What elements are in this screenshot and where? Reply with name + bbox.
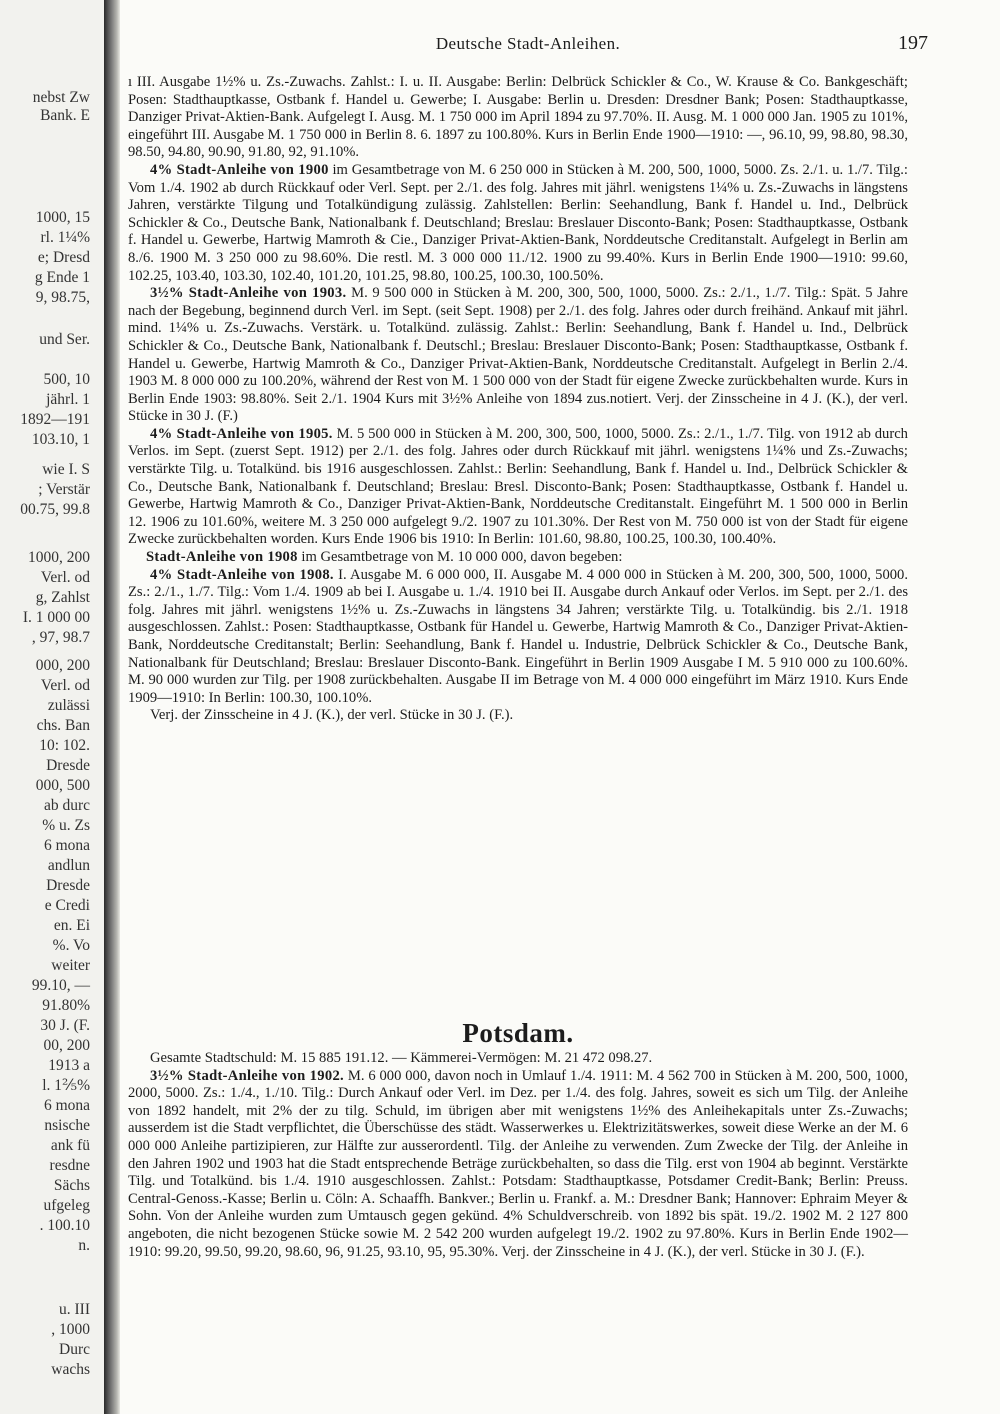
previous-page-fragment: nsische — [44, 1117, 90, 1134]
previous-page-fragment: n. — [78, 1237, 90, 1254]
page-header — [128, 34, 928, 58]
previous-page-fragment: % u. Zs — [42, 817, 90, 834]
running-title: Deutsche Stadt-Anleihen. — [435, 34, 621, 53]
previous-page-fragment: ; Verstär — [38, 481, 90, 498]
previous-page-fragment: I. 1 000 00 — [22, 609, 90, 626]
previous-page-fragment: en. Ei — [53, 917, 90, 934]
previous-page-fragment: Bank. E — [40, 107, 90, 124]
previous-page-fragment: Durc — [59, 1341, 90, 1358]
city-heading: Potsdam. — [462, 1018, 574, 1048]
previous-page-fragment: , 1000 — [51, 1321, 90, 1338]
bond-entries — [128, 74, 908, 725]
bond-heading: 4% Stadt-Anleihe von 1900 — [150, 161, 329, 178]
previous-page-fragment: u. III — [59, 1301, 90, 1318]
bond-entry-body: im Gesamtbetrage von M. 6 250 000 in Stücken à M. 200, 500, 1000, 5000. Zs. 2./1. u. 1./7. Tilg.: Vom 1./4. 1902 ab durch Rückkauf oder Verl. Sept. per 2./1. des folg. Jahres mit jährl. wenigstens 1¼% u. Zs.-Zuwachs in längstens Jahren, verstärkte Tilgung und Totalkündigung zulässig. Zahlstellen: Berlin: Seehandlung, Bank f. Handel u. Ind., Delbrück Schickler & Co., Deutsche Bank, Nationalbank f. Deutschland; Breslau: Breslauer Disconto-Bank; Posen: Stadthauptkasse, Ostbank f. Handel u. Gewerbe, Hartwig Mamroth & Cie., Danziger Privat-Aktien-Bank, Norddeutsche Creditanstalt. Aufgelegt in Berlin am 8./6. 1900 M. 3 250 000 zu 98.60%. Die restl. M. 3 000 000 11./12. 1900 zu 99.40%. Kurs in Berlin Ende 1900—1910: 99.60, 102.25, 103.40, 103.30, 102.40, 101.20, 101.25, 98.80, 100.25, 100.30, 100.50%. — [128, 161, 908, 284]
bond-entry — [128, 1068, 908, 1262]
previous-page-fragment: 1892—191 — [20, 411, 90, 428]
city-entries — [128, 1050, 908, 1261]
previous-page-fragment: 10: 102. — [39, 737, 90, 754]
bond-entry-body: Verj. der Zinsscheine in 4 J. (K.), der verl. Stücke in 30 J. (F.). — [150, 707, 514, 724]
bond-entry-body: ı III. Ausgabe 1½% u. Zs.-Zuwachs. Zahlst.: I. u. II. Ausgabe: Berlin: Delbrück Schickler & Co., W. Krause & Co. Bankgeschäft; Posen: Stadthauptkasse, Ostbank f. Handel u. Gewerbe; I. Ausgabe: Berlin u. Dresden: Dresdner Bank; Posen: Stadthauptkasse, Danziger Privat-Aktien-Bank. Aufgelegt I. Ausg. M. 1 750 000 im April 1894 zu 97.70%. II. Ausg. M. 1 000 000 Jan. 1905 zu 101%, eingeführt III. Ausgabe M. 1 750 000 in Berlin 8. 6. 1897 zu 100.80%. Kurs in Berlin Ende 1900—1910: —, 96.10, 99, 98.80, 98.30, 98.50, 94.80, 90.90, 91.80, 92, 91.10%. — [128, 74, 908, 161]
bond-heading: Stadt-Anleihe von 1908 — [146, 549, 298, 566]
bond-entry — [128, 285, 908, 426]
bond-entry — [128, 707, 908, 725]
book-gutter — [104, 0, 120, 1414]
previous-page-fragment: g, Zahlst — [35, 589, 90, 606]
previous-page-fragment: wie I. S — [42, 461, 90, 478]
previous-page-fragment: Verl. od — [40, 569, 90, 586]
bond-heading: 4% Stadt-Anleihe von 1905. — [150, 425, 333, 442]
previous-page-fragment: ank fü — [50, 1137, 90, 1154]
previous-page-fragment: Sächs — [53, 1177, 90, 1194]
previous-page-fragment: 103.10, 1 — [31, 431, 90, 448]
previous-page-fragment: e; Dresd — [37, 249, 90, 266]
previous-page-fragment: Dresde — [46, 877, 90, 894]
previous-page-fragment: 1913 a — [48, 1057, 90, 1074]
page-number: 197 — [898, 32, 928, 54]
previous-page-fragment: 9, 98.75, — [35, 289, 90, 306]
previous-page-fragment: l. 1⅖% — [42, 1077, 90, 1094]
previous-page-fragment: , 97, 98.7 — [31, 629, 90, 646]
previous-page-fragment: 6 mona — [43, 837, 90, 854]
previous-page-fragment: ab durc — [43, 797, 90, 814]
bond-entry-body: I. Ausgabe M. 6 000 000, II. Ausgabe M. 4 000 000 in Stücken à M. 200, 300, 500, 1000, 5000. Zs.: 2./1., 1./7. Tilg.: Vom 1./4. 1909 ab bei I. Ausgabe u. 1./4. 1910 bei II. Ausgabe durch Ankauf oder Verlos. im Sept. per 2./1. des folg. Jahres mit jährl. wenigstens 1½% u. Zs.-Zuwachs in längstens 34 Jahren; verstärkte Tilg. u. Totalkündig. bis 2./1. 1918 ausgeschlossen. Zahlst.: Posen: Stadthauptkasse, Ostbank für Handel u. Gewerbe, Hartwig Mamroth & Co., Danziger Privat-Aktien-Bank, Norddeutsche Creditanstalt; Berlin: Seehandlung, Bank f. Handel u. Industrie, Delbrück Schickler & Co., Deutsche Bank, Nationalbank für Deutschland; Breslau: Breslauer Disconto-Bank. Eingeführt in Berlin 1909 Ausgabe I M. 5 910 000 zu 100.60%. M. 90 000 wurden zur Tilg. per 1908 zurückbehalten. Ausgabe II im Betrage von M. 4 000 000 eingeführt im März 1910. Kurs Ende 1909—1910: In Berlin: 100.30, 100.10%. — [128, 566, 908, 706]
previous-page-fragment: weiter — [51, 957, 90, 974]
previous-page-fragment: Verl. od — [40, 677, 90, 694]
previous-page-fragment: 30 J. (F. — [40, 1017, 90, 1034]
previous-page-fragment: rl. 1¼% — [40, 229, 90, 246]
bond-entry — [128, 426, 908, 549]
previous-page-fragment: andlun — [47, 857, 90, 874]
previous-page-fragment: ufgeleg — [43, 1197, 90, 1214]
previous-page-fragment: und Ser. — [39, 331, 90, 348]
previous-page-fragment: Dresde — [46, 757, 90, 774]
page — [128, 0, 938, 1414]
previous-page-fragment: jährl. 1 — [46, 391, 90, 408]
bond-entry — [128, 567, 908, 708]
bond-heading: 3½% Stadt-Anleihe von 1903. — [150, 285, 347, 302]
previous-page-fragment: 1000, 200 — [28, 549, 90, 566]
previous-page-fragment: 000, 200 — [35, 657, 90, 674]
previous-page-fragment: wachs — [51, 1361, 90, 1378]
bond-entry — [128, 549, 908, 567]
previous-page-fragment: 6 mona — [43, 1097, 90, 1114]
bond-heading: 3½% Stadt-Anleihe von 1902. — [150, 1067, 344, 1084]
previous-page-fragment: chs. Ban — [36, 717, 90, 734]
previous-page-fragment: 00.75, 99.8 — [20, 501, 90, 518]
previous-page-fragment: 91.80% — [42, 997, 90, 1014]
previous-page-fragment: 1000, 15 — [35, 209, 90, 226]
previous-page-margin — [0, 0, 104, 1414]
previous-page-fragment: resdne — [49, 1157, 90, 1174]
bond-entry — [128, 74, 908, 162]
bond-entry — [128, 162, 908, 285]
previous-page-fragment: e Credi — [44, 897, 90, 914]
previous-page-fragment: %. Vo — [52, 937, 90, 954]
previous-page-fragment: 99.10, — — [31, 977, 90, 994]
bond-entry-body: M. 6 000 000, davon noch in Umlauf 1./4. 1911: M. 4 562 700 in Stücken à M. 200, 500, 1000, 2000, 5000. Zs.: 1./4., 1./10. Tilg.: Durch Ankauf oder Verl. im Dez. per 1./4. des folg. Jahres, soweit es sich um Tilg. der Anleihe von 1892 handelt, mit 2% der zu tilg. Schuld, im übrigen aber mit wenigstens 1½% des Anleihekapitals unter Zs.-Zuwachs; ausserdem ist die Stadt verpflichtet, die Überschüsse des städt. Wasserwerkes u. Elektrizitätswerkes, soweit diese Werke an der M. 6 000 000 Anleihe partizipieren, zur Hälfte zur ausserordentl. Tilg. der Anleihe zu verwenden. Zum Zwecke der Tilg. der Anleihe in den Jahren 1902 und 1903 hat die Stadt entsprechende Beträge zurückbehalten, so dass die Tilg. erst von 1904 ab beginnt. Verstärkte Tilg. und Totalkünd. bis 1./4. 1910 ausgeschlossen. Zahlst.: Potsdam: Stadthauptkasse, Potsdamer Credit-Bank; Berlin: Preuss. Central-Genoss.-Kasse; Berlin u. Cöln: A. Schaaffh. Bankver.; Berlin u. Frankf. a. M.: Dresdner Bank; Hannover: Ephraim Meyer & Sohn. Von der Anleihe wurden zum Umtausch gegen gekünd. 4% Schuldverschreib. von 1892 bis spät. 19./2. 1902 M. 2 127 800 angeboten, die nicht bezogenen Stücke sowie M. 2 542 200 wurden aufgelegt 19./2. 1902 zu 97.80%. Kurs in Berlin Ende 1902—1910: 99.20, 99.50, 99.20, 98.60, 96, 91.25, 93.10, 95, 95.30%. Verj. der Zinsscheine in 4 J. (K.), der verl. Stücke in 30 J. (F.). — [128, 1067, 908, 1260]
previous-page-fragment: 00, 200 — [43, 1037, 90, 1054]
city-summary: Gesamte Stadtschuld: M. 15 885 191.12. — Kämmerei-Vermögen: M. 21 472 098.27. — [150, 1050, 653, 1066]
bond-heading: 4% Stadt-Anleihe von 1908. — [150, 566, 334, 583]
previous-page-fragment: 000, 500 — [35, 777, 90, 794]
bond-entry-body: M. 5 500 000 in Stücken à M. 200, 300, 500, 1000, 5000. Zs.: 2./1., 1./7. Tilg. von 1912 ab durch Verlos. im Sept. (zuerst Sept. 1912) per 2./1. des folg. Jahres oder durch Rückkauf mit jährl. wenigstens 1¼% und Zs.-Zuwachs; verstärkte Tilg. u. Totalkünd. bis 1916 ausgeschlossen. Zahlst.: Berlin: Seehandlung, Bank f. Handel u. Ind., Delbrück Schickler & Co., Deutsche Bank, Nationalbank f. Deutschland; Breslau: Bresl. Disconto-Bank; Posen: Stadthauptkasse, Ostbank f. Handel u. Gewerbe, Hartwig Mamroth & Co., Danziger Privat-Aktien-Bank, Norddeutsche Creditanstalt. Eingeführt M. 1 500 000 in Berlin 12. 1906 zu 101.60%, weitere M. 3 250 000 aufgelegt 9./2. 1907 zu 101.30%. Der Rest von M. 750 000 ist von der Stadt für eigene Zwecke zurückbehalten worden. Kurs Ende 1906 bis 1910: In Berlin: 101.60, 98.80, 100.25, 100.30, 100.40%. — [128, 425, 908, 548]
bond-entry-body: M. 9 500 000 in Stücken à M. 200, 300, 500, 1000, 5000. Zs.: 2./1., 1./7. Tilg.: Spät. 5 Jahre nach der Begebung, beginnend durch Verl. im Sept. (seit Sept. 1908) per 2./1. des folg. Jahres oder durch freihänd. Ankauf mit jährl. mind. 1¼% u. Zs.-Zuwachs. Verstärk. u. Totalkünd. zulässig. Zahlst.: Berlin: Seehandlung, Bank f. Handel u. Ind., Delbrück Schickler & Co., Deutsche Bank, Nationalbank f. Deutschl.; Breslau: Breslauer Disconto-Bank; Posen: Stadthauptkasse, Ostbank f. Handel u. Gewerbe, Hartwig Mamroth & Co., Danziger Privat-Aktien-Bank, Norddeutsche Creditanstalt. Aufgelegt in Berlin 2./4. 1903 M. 8 000 000 zu 100.20%, während der Rest von M. 1 500 000 von der Stadt für eigene Zwecke zurückbehalten wurde. Kurs in Berlin Ende 1903: 98.80%. Seit 2./1. 1904 Kurs mit 3½% Anleihe von 1894 zus.notiert. Verj. der Zinsscheine in 4 J. (K.), der verl. Stücke in 30 J. (F.) — [128, 285, 909, 425]
previous-page-fragment: g Ende 1 — [34, 269, 90, 286]
previous-page-fragment: zulässi — [47, 697, 90, 714]
previous-page-fragment: 500, 10 — [43, 371, 90, 388]
previous-page-fragment: . 100.10 — [39, 1217, 90, 1234]
previous-page-fragment: nebst Zw — [32, 89, 90, 106]
bond-entry-body: im Gesamtbetrage von M. 10 000 000, davon begeben: — [301, 549, 623, 566]
